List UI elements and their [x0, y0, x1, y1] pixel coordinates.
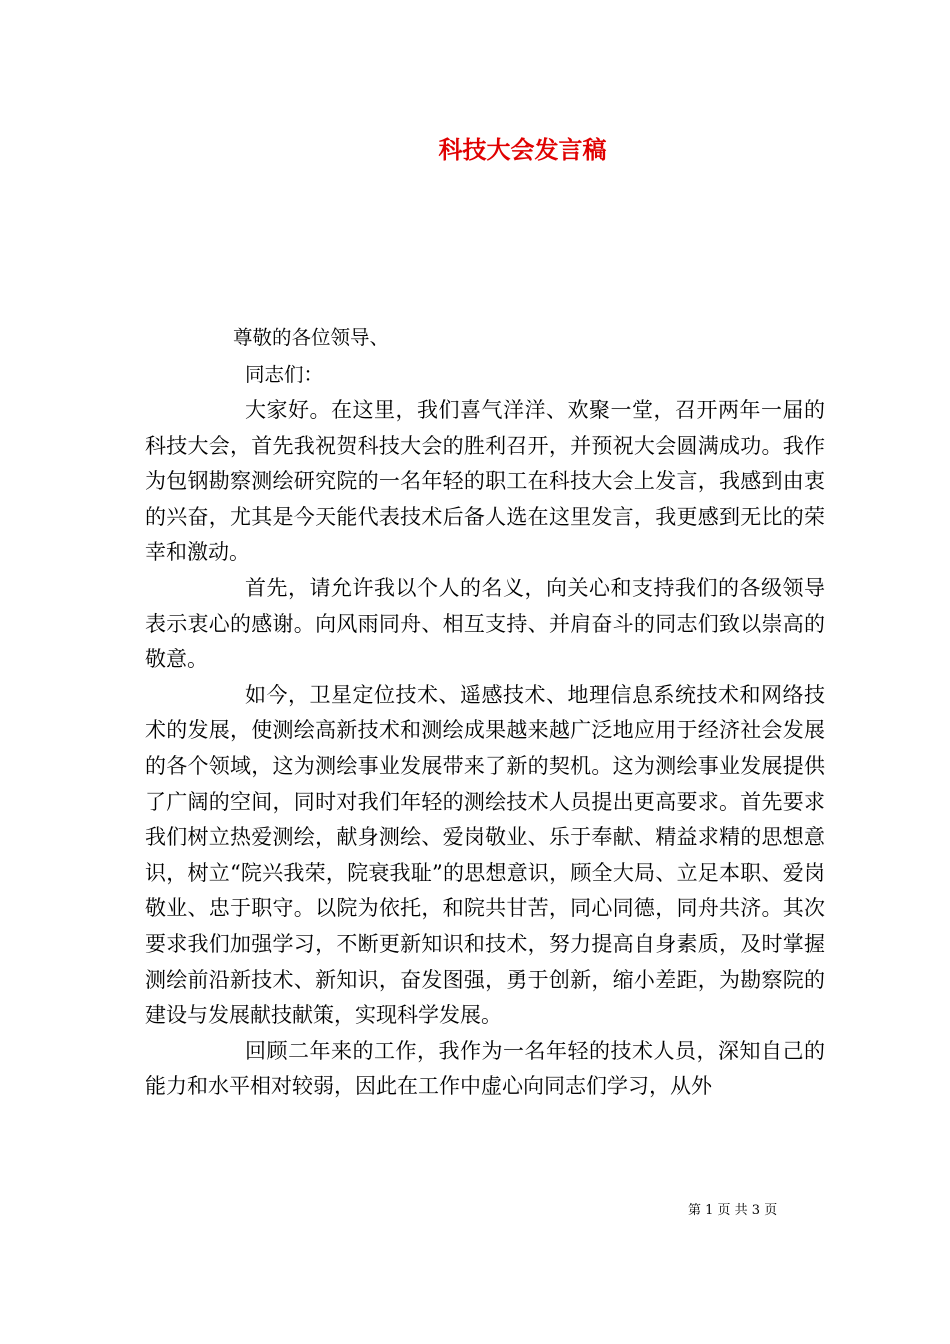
paragraph-review: 回顾二年来的工作，我作为一名年轻的技术人员，深知自己的能力和水平相对较弱，因此在工作中虚心向同志们学习，从外: [145, 1038, 825, 1099]
salutation-line-1: 尊敬的各位领导、: [233, 326, 390, 349]
page-title: 科技大会发言稿: [438, 135, 607, 164]
document-body: [145, 393, 825, 1105]
paragraph-technology: 如今，卫星定位技术、遥感技术、地理信息系统技术和网络技术的发展，使测绘高新技术和测绘成果越来越广泛地应用于经济社会发展的各个领域，这为测绘事业发展带来了新的契机。这为测绘事业发展提供了广阔的空间，同时对我们年轻的测绘技术人员提出更高要求。首先要求我们树立热爱测绘，献身测绘、爱岗敬业、乐于奉献、精益求精的思想意识，树立“院兴我荣，院衰我耻”的思想意识，顾全大局、立足本职、爱岗敬业、忠于职守。以院为依托，和院共甘苦，同心同德，同舟共济。其次要求我们加强学习，不断更新知识和技术，努力提高自身素质，及时掌握测绘前沿新技术、新知识，奋发图强，勇于创新，缩小差距，为勘察院的建设与发展献技献策，实现科学发展。: [145, 682, 825, 1028]
paragraph-greeting: 大家好。在这里，我们喜气洋洋、欢聚一堂，召开两年一届的科技大会，首先我祝贺科技大会的胜利召开，并预祝大会圆满成功。我作为包钢勘察测绘研究院的一名年轻的职工在科技大会上发言，我感到由衷的兴奋，尤其是今天能代表技术后备人选在这里发言，我更感到无比的荣幸和激动。: [145, 398, 825, 565]
page-indicator: 第 1 页 共 3 页: [688, 1203, 778, 1218]
salutation-line-2: 同志们：: [245, 363, 324, 386]
paragraph-thanks: 首先，请允许我以个人的名义，向关心和支持我们的各级领导表示衷心的感谢。向风雨同舟、相互支持、并肩奋斗的同志们致以崇高的敬意。: [145, 575, 825, 672]
